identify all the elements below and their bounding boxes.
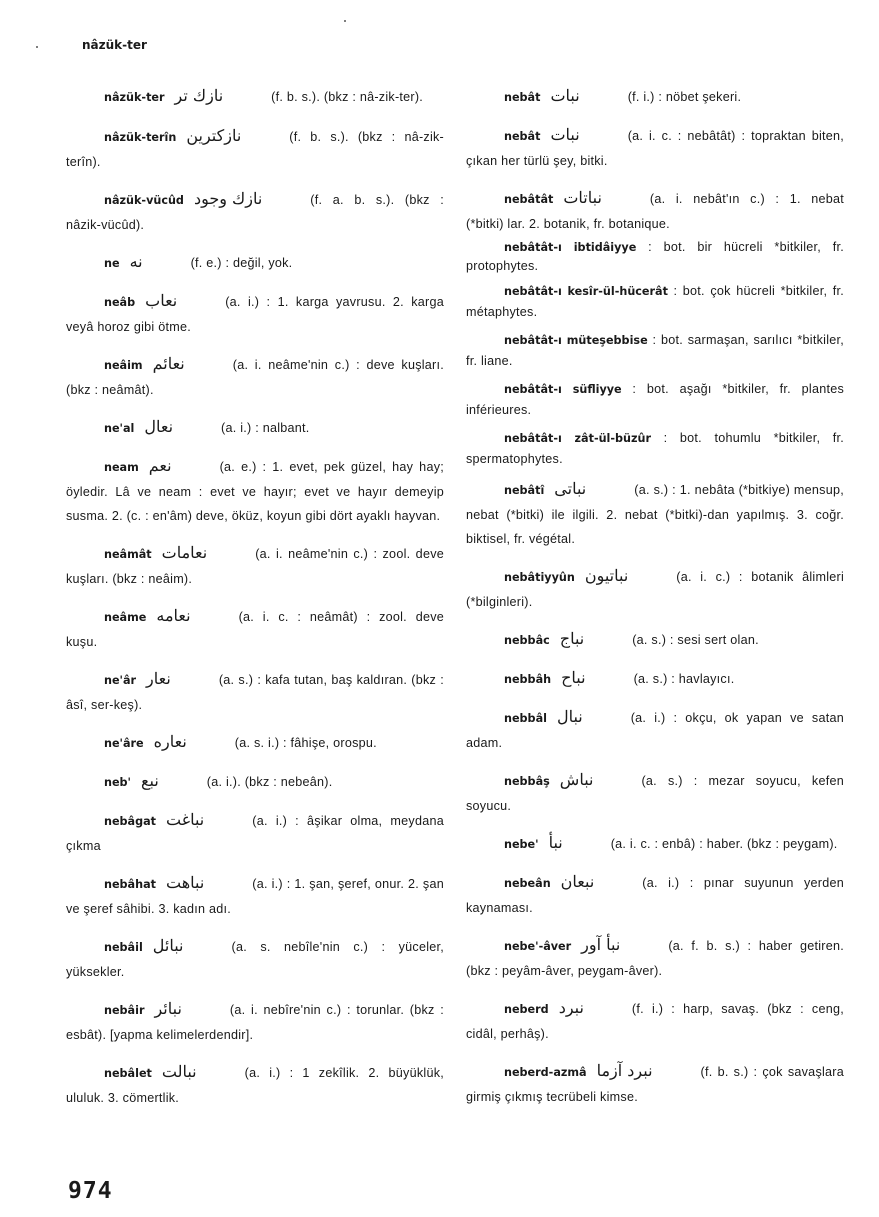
entry-arabic: نعم [148,456,172,475]
dictionary-entry [66,1060,444,1110]
entry-headword: neâb [104,296,136,309]
entry-arabic: نباتيون [584,566,629,585]
entry-definition: (a. i.) : okçu, ok yapan ve satan adam. [466,711,844,750]
dictionary-entry [66,604,444,654]
entry-arabic: نبات [550,86,580,105]
dictionary-entry [66,769,444,795]
dictionary-entry [66,124,444,174]
entry-headword: nebbâş [504,775,550,788]
left-column [66,84,444,1123]
dictionary-entry [66,934,444,984]
entry-headword: nebâtât-ı süfliyye [504,383,622,396]
entry-definition: : bot. çok hücreli *bitkiler, fr. métaphytes. [466,284,844,319]
entry-arabic: نعاب [145,291,178,310]
entry-headword: neb' [104,776,131,789]
entry-headword: nebâir [104,1004,145,1017]
entry-arabic: نباتى [554,479,587,498]
dictionary-entry [466,281,844,322]
dictionary-entry [466,379,844,420]
entry-definition: (a. i. nebîre'nin c.) : torunlar. (bkz : esbât). [yapma kelimelerdendir]. [66,1003,444,1042]
entry-definition: (a. s.) : sesi sert olan. [632,633,759,647]
entry-definition: (a. f. b. s.) : haber getiren. (bkz : peyâm-âver, peygam-âver). [466,939,844,978]
dictionary-entry [66,730,444,756]
entry-headword: ne'âre [104,737,144,750]
entry-definition: : bot. tohumlu *bitkiler, fr. spermatophytes. [466,431,845,466]
entry-definition: (a. s. i.) : fâhişe, orospu. [234,736,377,750]
entry-headword: nebbâh [504,673,552,686]
entry-definition: (f. b. s.). (bkz : nâ-zik-ter). [271,90,424,104]
entry-arabic: نعال [144,417,174,436]
entry-headword: nebâhat [104,878,156,891]
entry-arabic: نبع [141,771,159,790]
entry-definition: (f. e.) : değil, yok. [190,256,293,270]
entry-definition: (a. i. nebât'ın c.) : 1. nebat (*bitki) lar. 2. botanik, fr. botanique. [466,192,844,231]
scan-speck [36,46,38,48]
entry-arabic: نبرد [558,998,584,1017]
entry-headword: nebâlet [104,1067,152,1080]
entry-arabic: نعاره [153,732,187,751]
entry-definition: (a. s.) : kafa tutan, baş kaldıran. (bkz : âsî, ser-keş). [66,673,444,712]
entry-headword: neâim [104,359,143,372]
entry-definition: : bot. bir hücreli *bitkiler, fr. protophytes. [466,240,845,273]
entry-arabic: نعار [146,669,171,688]
dictionary-entry [66,187,444,237]
dictionary-entry [466,330,844,371]
dictionary-entry [466,123,844,173]
dictionary-entry [466,627,844,653]
entry-headword: nebbâl [504,712,547,725]
right-column [466,84,844,1122]
entry-headword: ne'al [104,422,135,435]
entry-arabic: نه [129,252,143,271]
entry-arabic: نبات [550,125,580,144]
page-number: 974 [68,1178,113,1204]
dictionary-entry [66,289,444,339]
entry-headword: nebâtî [504,484,545,497]
entry-headword: nebâtât-ı ibtidâiyye [504,241,637,254]
entry-definition: (a. i. c. : nebâtât) : topraktan biten, çıkan her türlü şey, bitki. [466,129,844,168]
entry-definition: (a. i. c. : enbâ) : haber. (bkz : peygam). [610,837,838,851]
entry-headword: neberd [504,1003,549,1016]
entry-arabic: نبالت [161,1062,197,1081]
dictionary-entry [466,666,844,692]
dictionary-entry [466,84,844,110]
dictionary-entry [466,186,844,236]
entry-definition: (a. i.) : 1. şan, şeref, onur. 2. şan ve şeref sâhibi. 3. kadın adı. [66,877,444,916]
dictionary-entry [466,831,844,857]
entry-headword: ne [104,257,120,270]
dictionary-entry [66,997,444,1047]
entry-headword: nebâgat [104,815,157,828]
entry-headword: neâmât [104,548,152,561]
entry-arabic: نباج [559,629,585,648]
entry-definition: (a. i. c.) : botanik âlimleri (*bilginleri). [466,570,844,609]
entry-definition: (f. i.) : nöbet şekeri. [627,90,742,104]
entry-headword: nebe'-âver [504,940,572,953]
entry-arabic: نباغت [166,810,205,829]
entry-arabic: نازكترين [186,126,242,145]
entry-headword: nebeân [504,877,551,890]
dictionary-entry [466,564,844,614]
dictionary-entry [466,705,844,755]
dictionary-entry [466,477,844,551]
entry-headword: neberd-azmâ [504,1066,587,1079]
entry-headword: nâzük-terîn [104,131,177,144]
entry-headword: nebât [504,91,541,104]
entry-arabic: نبائل [152,936,184,955]
dictionary-entry [466,768,844,818]
entry-arabic: نباتات [563,188,602,207]
entry-headword: nebâtât-ı zât-ül-büzûr [504,432,652,445]
entry-headword: nebâtât [504,193,554,206]
entry-headword: ne'âr [104,674,137,687]
entry-headword: nebbâc [504,634,550,647]
entry-definition: (a. s.) : havlayıcı. [633,672,735,686]
entry-definition: : bot. aşağı *bitkiler, fr. plantes inférieures. [466,382,845,417]
entry-definition: (a. i. neâme'nin c.) : zool. deve kuşları. (bkz : neâim). [66,547,444,586]
entry-arabic: نباهت [165,873,205,892]
entry-headword: nebe' [504,838,539,851]
entry-arabic: نبائر [154,999,182,1018]
dictionary-entry [66,454,444,528]
entry-headword: neâme [104,611,147,624]
entry-headword: nebâtât-ı kesîr-ül-hücerât [504,285,668,298]
dictionary-entry [466,933,844,983]
entry-headword: nebâtât-ı müteşebbise [504,334,648,347]
entry-headword: nebâil [104,941,143,954]
dictionary-entry [466,428,844,469]
dictionary-entry [66,667,444,717]
entry-definition: (a. i.) : 1. karga yavrusu. 2. karga veyâ horoz gibi ötme. [66,295,444,334]
entry-definition: (a. i. neâme'nin c.) : deve kuşları. (bkz : neâmât). [66,358,444,397]
dictionary-entry [66,415,444,441]
entry-definition: (a. e.) : 1. evet, pek güzel, hay hay; öyledir. Lâ ve neam : evet ve hayır; evet ve hayır demeyip susma. 2. (c. : en'âm) deve, öküz, koyun gibi dört ayaklı hayvan. [66,460,444,523]
dictionary-entry [66,871,444,921]
entry-arabic: نعامات [161,543,208,562]
running-head: nâzük-ter [82,38,147,52]
dictionary-entry [466,1059,844,1109]
dictionary-entry [466,870,844,920]
dictionary-entry [66,250,444,276]
entry-definition: : bot. sarmaşan, sarılıcı *bitkiler, fr. liane. [466,333,844,368]
entry-arabic: نباش [559,770,594,789]
entry-definition: (a. s.) : mezar soyucu, kefen soyucu. [466,774,844,813]
entry-definition: (a. i.) : 1 zekîlik. 2. büyüklük, ululuk. 3. cömertlik. [66,1066,444,1105]
entry-arabic: نبأ آور [581,935,621,954]
entry-arabic: نبال [556,707,583,726]
entry-headword: neam [104,461,139,474]
entry-definition: (f. b. s.). (bkz : nâ-zik-terîn). [66,130,444,169]
scan-speck [344,20,346,22]
entry-arabic: نعامه [156,606,191,625]
entry-definition: (f. i.) : harp, savaş. (bkz : ceng, cidâl, perhâş). [466,1002,844,1041]
entry-definition: (a. i. c. : neâmât) : zool. deve kuşu. [66,610,444,649]
dictionary-entry [66,808,444,858]
dictionary-entry [66,84,444,110]
entry-definition: (a. i.) : pınar suyunun yerden kaynaması. [466,876,844,915]
entry-arabic: نازك وجود [193,189,263,208]
entry-arabic: نبأ [548,833,563,852]
entry-definition: (a. s.) : 1. nebâta (*bitkiye) mensup, nebat (*bitki) ile ilgili. 2. nebat (*bitki)-dan yapılmış. 3. coğr. biktisel, fr. végétal. [466,483,844,546]
entry-arabic: نباح [561,668,586,687]
entry-headword: nâzük-ter [104,91,165,104]
entry-arabic: نبرد آزما [596,1061,653,1080]
entry-headword: nebâtiyyûn [504,571,575,584]
entry-definition: (f. a. b. s.). (bkz : nâzik-vücûd). [66,193,444,232]
dictionary-entry [466,996,844,1046]
entry-headword: nebât [504,130,541,143]
entry-definition: (a. s. nebîle'nin c.) : yüceler, yüksekler. [66,940,444,979]
entry-arabic: نعائم [152,354,185,373]
entry-definition: (a. i.) : nalbant. [221,421,310,435]
entry-definition: (a. i.) : âşikar olma, meydana çıkma [66,814,444,853]
dictionary-entry [466,238,844,275]
entry-arabic: نازك تر [174,86,224,105]
entry-arabic: نبعان [560,872,595,891]
dictionary-entry [66,352,444,402]
entry-definition: (a. i.). (bkz : nebeân). [206,775,333,789]
entry-headword: nâzük-vücûd [104,194,184,207]
entry-definition: (f. b. s.) : çok savaşlara girmiş çıkmış tecrübeli kimse. [466,1065,844,1104]
dictionary-entry [66,541,444,591]
